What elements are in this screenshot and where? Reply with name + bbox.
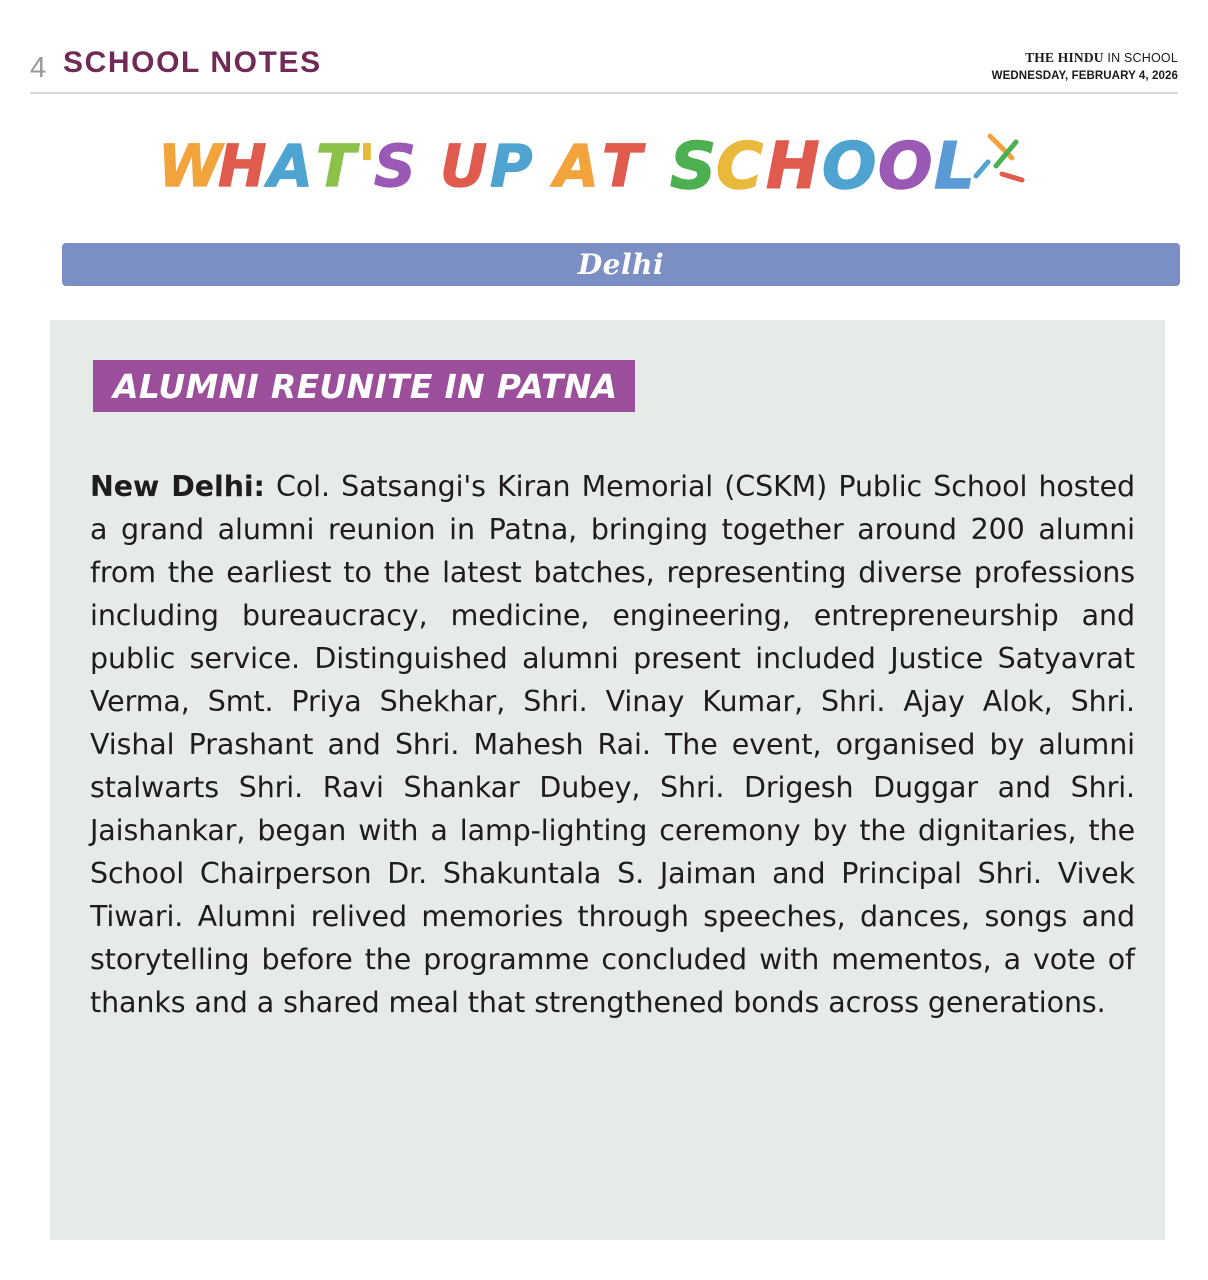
masthead-right-block — [992, 50, 1178, 83]
svg-text:C: C — [716, 130, 764, 204]
svg-text:P: P — [490, 132, 534, 200]
svg-text:A: A — [554, 132, 600, 200]
svg-text:W: W — [158, 132, 223, 200]
article-body-text: Col. Satsangi's Kiran Memorial (CSKM) Public School hosted a grand alumni reunion in Patna, bringing together around 200 alumni from the earliest to the latest batches, representing diverse professions including bureaucracy, medicine, engineering, entrepreneurship and public service. Distinguished alumni present included Justice Satyavrat Verma, Smt. Priya Shekhar, Shri. Vinay Kumar, Shri. Ajay Alok, Shri. Vishal Prashant and Shri. Mahesh Rai. The event, organised by alumni stalwarts Shri. Ravi Shankar Dubey, Shri. Drigesh Duggar and Shri. Jaishankar, began with a lamp-lighting ceremony by the dignitaries, the School Chairperson Dr. Shakuntala S. Jaiman and Principal Shri. Vivek Tiwari. Alumni relived memories through speeches, dances, songs and storytelling before the programme concluded with mementos, a vote of thanks and a shared meal that strengthened bonds across generations. — [90, 469, 1135, 1019]
publication-name — [992, 50, 1178, 67]
article-panel — [50, 320, 1165, 1240]
article-headline: ALUMNI REUNITE IN PATNA — [113, 366, 618, 406]
whats-up-at-school-banner — [150, 118, 1060, 228]
svg-text:H: H — [218, 132, 268, 200]
masthead — [30, 44, 1178, 92]
masthead-divider — [30, 92, 1178, 94]
publication-prefix: THE HINDU — [1025, 50, 1104, 65]
headline-band — [93, 360, 635, 412]
section-title: SCHOOL NOTES — [63, 46, 322, 79]
page-number: 4 — [30, 52, 47, 84]
article-body — [90, 465, 1135, 1024]
svg-text:S: S — [670, 130, 718, 204]
svg-text:U: U — [440, 132, 489, 200]
issue-date: WEDNESDAY, FEBRUARY 4, 2026 — [991, 69, 1178, 82]
publication-suffix: IN SCHOOL — [1103, 51, 1178, 65]
svg-text:O: O — [878, 130, 934, 204]
svg-text:O: O — [822, 130, 878, 204]
svg-text:S: S — [374, 132, 417, 200]
svg-text:T: T — [602, 132, 643, 200]
svg-text:': ' — [358, 132, 377, 200]
svg-text:A: A — [268, 132, 314, 200]
city-label: Delhi — [577, 248, 665, 281]
city-bar — [62, 243, 1180, 286]
svg-text:L: L — [934, 130, 976, 204]
svg-text:H: H — [766, 130, 821, 204]
svg-text:T: T — [316, 132, 357, 200]
article-dateline: New Delhi: — [90, 469, 265, 503]
